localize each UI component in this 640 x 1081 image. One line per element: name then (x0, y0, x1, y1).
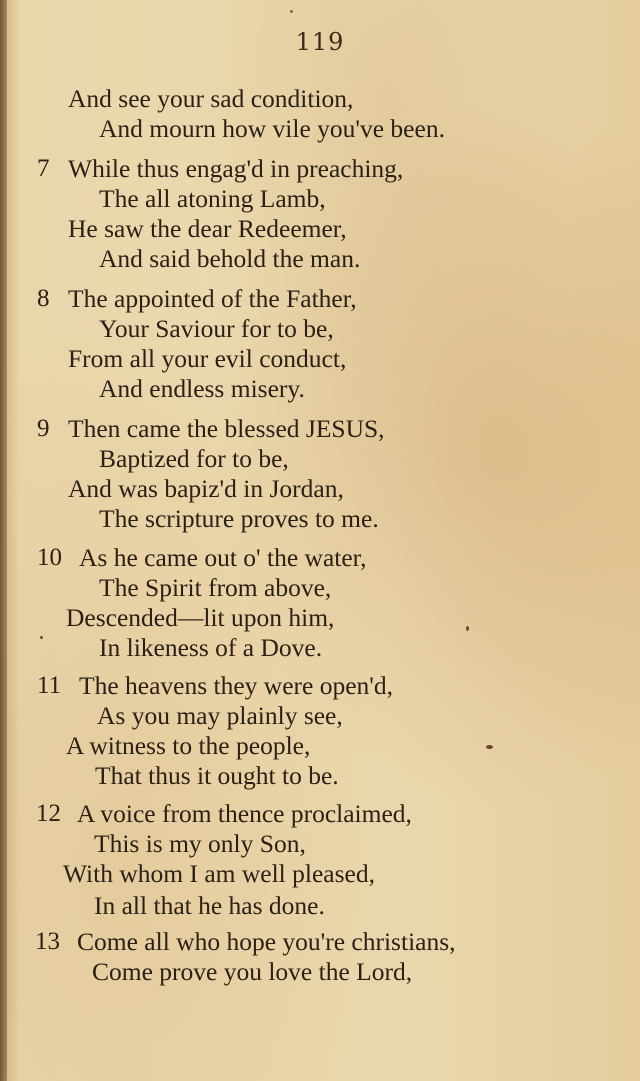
verse-line: Then came the blessed JESUS, (68, 414, 385, 443)
verse-line: The heavens they were open'd, (79, 671, 394, 700)
verse-line: This is my only Son, (94, 829, 306, 858)
verse-line: Baptized for to be, (99, 444, 289, 473)
verse-line: And mourn how vile you've been. (99, 114, 445, 143)
verse-number: 8 (37, 285, 50, 312)
verse-line: The appointed of the Father, (68, 284, 357, 313)
verse-number: 12 (36, 800, 61, 827)
verse-number: 13 (35, 928, 60, 955)
verse-line: A witness to the people, (66, 731, 311, 760)
verse-line: And said behold the man. (99, 244, 361, 273)
verse-line: And see your sad condition, (68, 84, 354, 113)
verse-line: Come prove you love the Lord, (92, 957, 413, 986)
page-spine-shadow (0, 0, 7, 1081)
verse-number: 7 (37, 155, 50, 182)
ink-speck-mark (40, 636, 43, 639)
verse-line: In all that he has done. (94, 891, 325, 920)
verse-line: He saw the dear Redeemer, (68, 214, 347, 243)
verse-number: 11 (37, 672, 62, 699)
verse-line: While thus engag'd in preaching, (68, 154, 404, 183)
verse-line: With whom I am well pleased, (63, 859, 375, 888)
verse-line: And endless misery. (99, 374, 305, 403)
verse-line: In likeness of a Dove. (99, 633, 323, 662)
page-number: 119 (295, 28, 345, 56)
verse-number: 9 (37, 415, 50, 442)
ink-speck-mark (466, 626, 469, 631)
ink-speck-mark (290, 10, 293, 13)
ink-blot-mark (486, 745, 493, 749)
verse-line: From all your evil conduct, (68, 344, 347, 373)
verse-line: Your Saviour for to be, (99, 314, 334, 343)
verse-line: Come all who hope you're christians, (77, 927, 456, 956)
verse-line: Descended—lit upon him, (66, 603, 335, 632)
verse-line: The Spirit from above, (99, 573, 332, 602)
verse-line: As he came out o' the water, (79, 543, 367, 572)
verse-number: 10 (37, 544, 62, 571)
verse-line: And was bapiz'd in Jordan, (68, 474, 344, 503)
verse-line: The scripture proves to me. (99, 504, 379, 533)
verse-line: A voice from thence proclaimed, (77, 799, 412, 828)
verse-line: That thus it ought to be. (95, 761, 339, 790)
verse-line: As you may plainly see, (97, 701, 343, 730)
verse-line: The all atoning Lamb, (99, 184, 326, 213)
